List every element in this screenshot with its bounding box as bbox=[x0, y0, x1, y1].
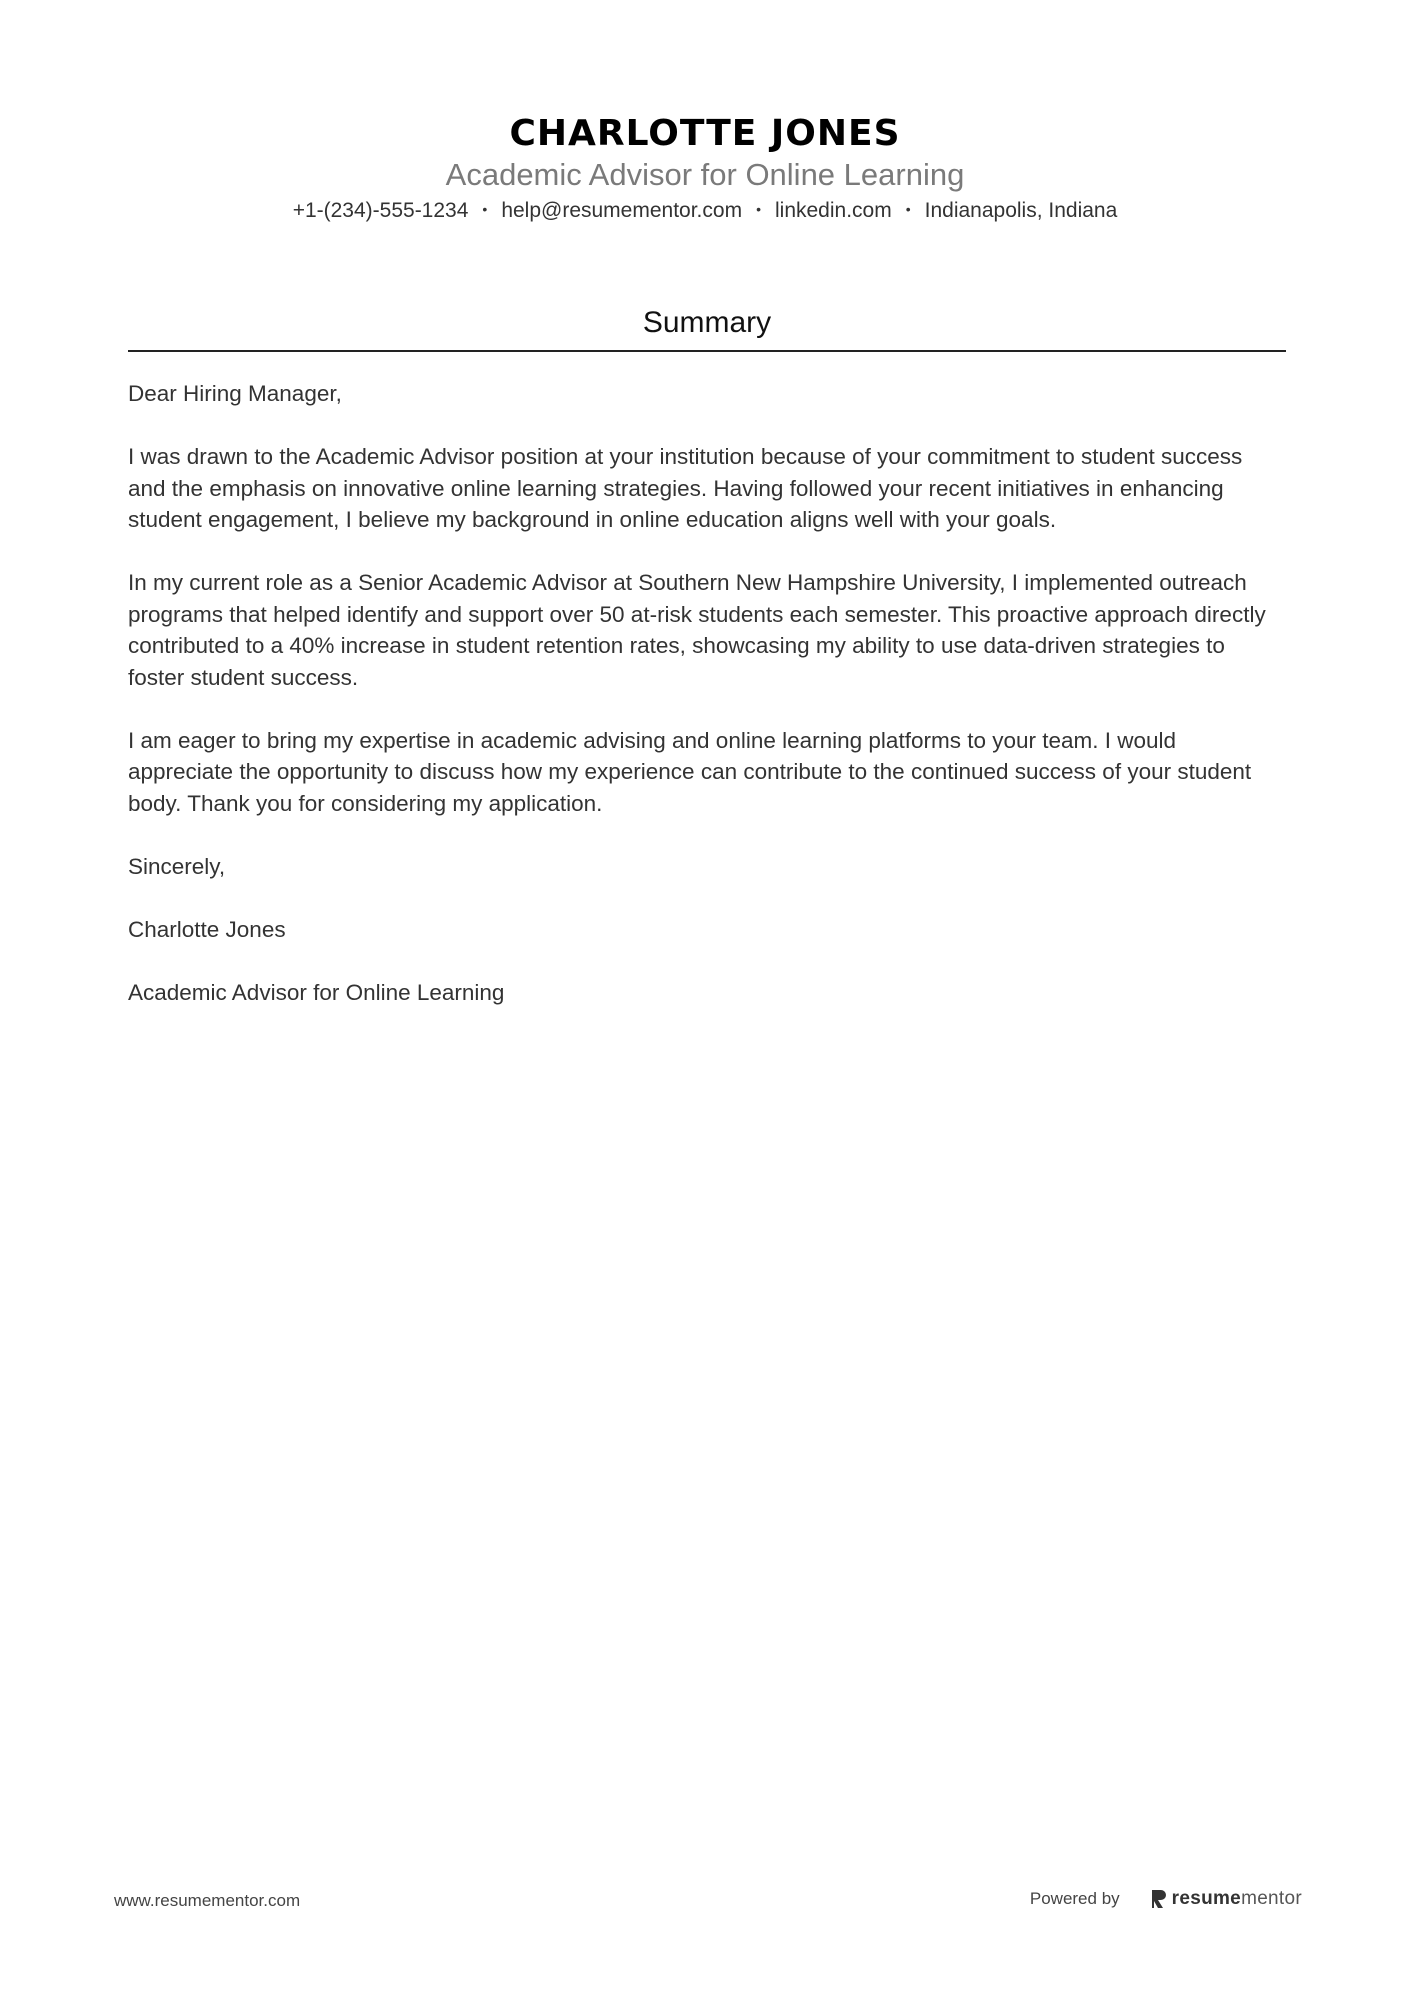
letter-paragraph: In my current role as a Senior Academic Advisor at Southern New Hampshire University, I implemented outreach programs that helped identify and support over 50 at-risk students each semester. This proactive approach directly contributed to a 40% increase in student retention rates, showcasing my ability to use data-driven strategies to foster student success. bbox=[128, 570, 1266, 690]
letter-header bbox=[0, 112, 1410, 226]
footer-powered-by bbox=[1030, 1886, 1302, 1912]
footer-website: www.resumementor.com bbox=[114, 1891, 301, 1910]
contact-line bbox=[0, 196, 1410, 226]
section-divider bbox=[128, 350, 1286, 352]
contact-location: Indianapolis, Indiana bbox=[924, 199, 1118, 222]
powered-by-label: Powered by bbox=[1029, 1889, 1120, 1908]
brand-wordmark-strong: resume bbox=[1171, 1888, 1242, 1909]
contact-separator: • bbox=[482, 201, 488, 218]
letter-closing: Sincerely, bbox=[128, 853, 226, 879]
signature-title: Academic Advisor for Online Learning bbox=[128, 979, 505, 1005]
letter-paragraph: I was drawn to the Academic Advisor position at your institution because of your commitment to student success and the emphasis on innovative online learning strategies. Having followed your recent initiatives in enhancing student engagement, I believe my background in online education aligns well with your goals. bbox=[128, 444, 1243, 532]
brand-wordmark-light: mentor bbox=[1241, 1888, 1302, 1909]
letter-salutation: Dear Hiring Manager, bbox=[128, 381, 342, 406]
contact-linkedin: linkedin.com bbox=[774, 199, 892, 222]
signature-name: Charlotte Jones bbox=[128, 916, 286, 942]
candidate-title: Academic Advisor for Online Learning bbox=[445, 157, 965, 192]
candidate-name: CHARLOTTE JONES bbox=[509, 113, 901, 154]
resumementor-logo-icon bbox=[1150, 1888, 1168, 1910]
brand-wordmark bbox=[1172, 1888, 1302, 1910]
contact-separator: • bbox=[905, 201, 911, 218]
section-title-summary: Summary bbox=[642, 306, 772, 339]
letter-paragraph: I am eager to bring my expertise in academic advising and online learning platforms to your team. I would appreciate the opportunity to discuss how my experience can contribute to the continued success of your student body. Thank you for considering my application. bbox=[128, 727, 1252, 816]
contact-phone: +1-(234)-555-1234 bbox=[292, 199, 469, 222]
contact-email: help@resumementor.com bbox=[501, 199, 743, 222]
contact-separator: • bbox=[756, 201, 761, 218]
letter-body bbox=[128, 378, 1286, 1040]
